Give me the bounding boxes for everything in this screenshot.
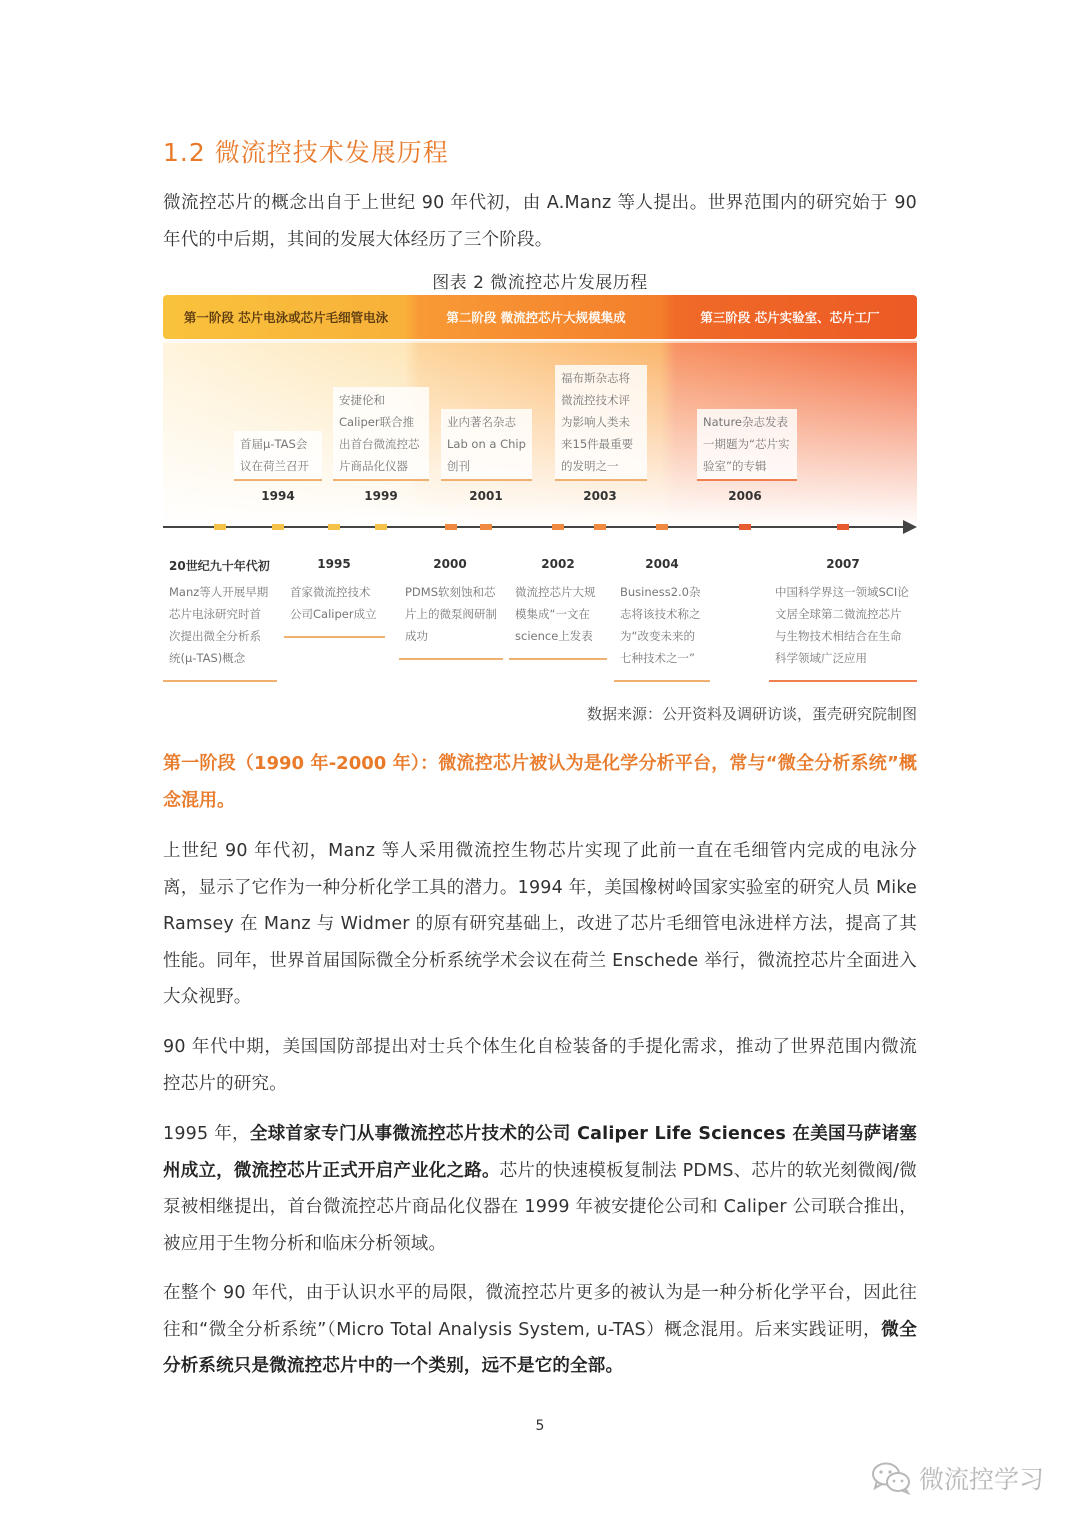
- p3-text-bold: 全球首家专门从事微流控芯片技术的公司 Caliper Life Sciences 在美国马萨诸塞州成立，微流控芯片正式开启产业化之路。: [163, 1124, 917, 1181]
- figure-source: 数据来源：公开资料及调研访谈，蛋壳研究院制图: [586, 705, 917, 723]
- wechat-icon: [871, 1461, 911, 1495]
- watermark: [871, 1460, 1044, 1496]
- year-2001: 2001: [469, 489, 503, 503]
- event-2004: Business2.0杂志将该技术称之为“改变未来的七种技术之一”: [614, 579, 710, 682]
- event-2002: 微流控芯片大规模集成“一文在science上发表: [509, 579, 607, 660]
- event-2001: 业内著名杂志Lab on a Chip创刊: [441, 409, 532, 481]
- section-title: 1.2 微流控技术发展历程: [163, 138, 449, 167]
- figure-caption: 图表 2 微流控芯片发展历程: [432, 273, 648, 293]
- timeline-figure: [163, 295, 917, 685]
- year-1995: 1995: [317, 557, 351, 571]
- year-2002: 2002: [541, 557, 575, 571]
- paragraph-3: [163, 1116, 917, 1262]
- p4-text-bold: 微全分析系统只是微流控芯片中的一个类别，远不是它的全部。: [163, 1319, 917, 1376]
- year-2007: 2007: [826, 557, 860, 571]
- event-2007: 中国科学界这一领域SCI论文居全球第二微流控芯片与生物技术相结合在生命科学领域广泛应用: [769, 579, 917, 682]
- year-1990s: 20世纪九十年代初: [169, 559, 270, 573]
- year-2000: 2000: [433, 557, 467, 571]
- event-1995: 首家微流控技术公司Caliper成立: [284, 579, 385, 638]
- event-1994: 首届μ-TAS会议在荷兰召开: [234, 431, 322, 481]
- paragraph-4: [163, 1275, 917, 1385]
- year-2004: 2004: [645, 557, 679, 571]
- stage-2-label: 第二阶段 微流控芯片大规模集成: [446, 310, 626, 325]
- page-number: 5: [535, 1418, 545, 1434]
- stage1-heading: 第一阶段（1990 年-2000 年）：微流控芯片被认为是化学分析平台，常与“微全分析系统”概念混用。: [163, 753, 917, 811]
- year-2003: 2003: [583, 489, 617, 503]
- paragraph-2: 90 年代中期，美国国防部提出对士兵个体生化自检装备的手提化需求，推动了世界范围内微流控芯片的研究。: [163, 1037, 917, 1094]
- stage-3-label: 第三阶段 芯片实验室、芯片工厂: [700, 310, 880, 325]
- event-1990s: Manz等人开展早期芯片电泳研究时首次提出微全分析系统(μ-TAS)概念: [163, 579, 277, 682]
- p4-text-a: 在整个 90 年代，由于认识水平的局限，微流控芯片更多的被认为是一种分析化学平台，因此往往和“微全分析系统”（Micro Total Analysis System, u-TAS）概念混用。后来实践证明，: [163, 1283, 917, 1340]
- year-2006: 2006: [728, 489, 762, 503]
- year-1999: 1999: [364, 489, 398, 503]
- paragraph-1: 上世纪 90 年代初，Manz 等人采用微流控生物芯片实现了此前一直在毛细管内完成的电泳分离，显示了它作为一种分析化学工具的潜力。1994 年，美国橡树岭国家实验室的研究人员 Mike Ramsey 在 Manz 与 Widmer 的原有研究基础上，改进了芯片毛细管电泳进样方法，提高了其性能。同年，世界首届国际微全分析系统学术会议在荷兰 Enschede 举行，微流控芯片全面进入大众视野。: [163, 841, 917, 1007]
- watermark-text: 微流控学习: [918, 1465, 1044, 1494]
- event-2000: PDMS软刻蚀和芯片上的微泵阀研制成功: [399, 579, 503, 660]
- event-2006: Nature杂志发表一期题为“芯片实验室”的专辑: [697, 409, 797, 481]
- stage-1-label: 第一阶段 芯片电泳或芯片毛细管电泳: [183, 310, 389, 325]
- event-2003: 福布斯杂志将微流控技术评为影响人类未来15件最重要的发明之一: [555, 365, 647, 481]
- p3-text-c: 芯片的快速模板复制法 PDMS、芯片的软光刻微阀/微泵被相继提出，首台微流控芯片商品化仪器在 1999 年被安捷伦公司和 Caliper 公司联合推出，被应用于生物分析和临床分析领域。: [163, 1160, 917, 1254]
- p3-text-a: 1995 年，: [163, 1124, 250, 1144]
- event-1999: 安捷伦和Caliper联合推出首台微流控芯片商品化仪器: [333, 387, 429, 481]
- year-1994: 1994: [261, 489, 295, 503]
- intro-paragraph: 微流控芯片的概念出自于上世纪 90 年代初，由 A.Manz 等人提出。世界范围内的研究始于 90 年代的中后期，其间的发展大体经历了三个阶段。: [163, 193, 917, 250]
